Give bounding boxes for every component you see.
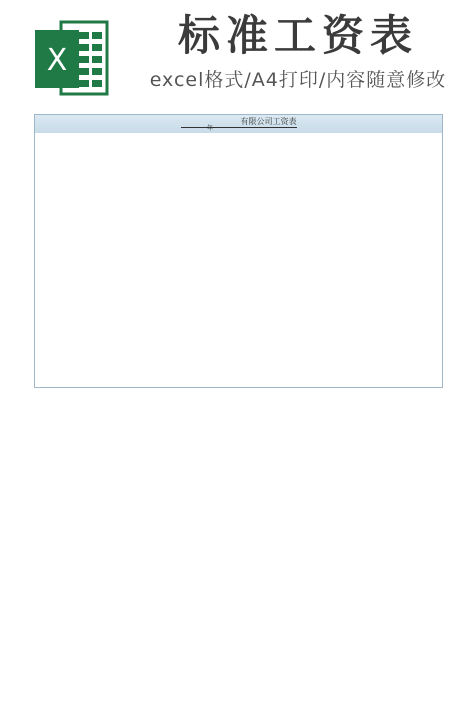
page-subtitle: excel格式/A4打印/内容随意修改: [149, 69, 447, 91]
sheet-title: 有限公司工资表: [181, 117, 297, 128]
page-title: 标准工资表: [177, 11, 418, 60]
excel-icon: [33, 16, 111, 100]
logo-letter: X: [46, 43, 68, 78]
salary-sheet-1: [34, 114, 443, 388]
year-label: 年: [207, 125, 214, 132]
header: [0, 0, 474, 112]
